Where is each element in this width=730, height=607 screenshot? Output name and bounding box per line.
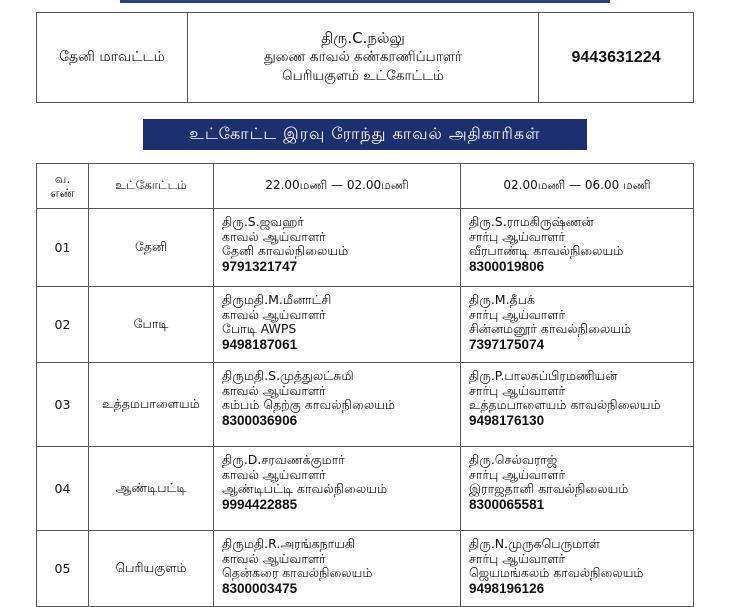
officer-rank: காவல் ஆய்வாளர்	[222, 306, 326, 322]
officer-name: திரு.N.முருகபெருமாள்	[469, 536, 601, 551]
officer-rank: சார்பு ஆய்வாளர்	[469, 228, 566, 244]
shift1-officer-cell	[214, 209, 461, 287]
officer-rank: சார்பு ஆய்வாளர்	[469, 382, 566, 398]
serial-cell: 02	[37, 287, 89, 363]
shift2-officer-cell	[461, 287, 694, 363]
header-subdivision: உட்கோட்டம்	[89, 164, 214, 209]
officer-name: திரு.S.ராமகிருஷ்ணன்	[469, 214, 594, 229]
officer-station: தேனி காவல்நிலையம்	[222, 243, 349, 258]
officer-phone: 9498176130	[469, 412, 545, 428]
table-row	[37, 531, 694, 607]
officer-phone: 8300065581	[469, 496, 545, 512]
officer-name: திரு.P.பாலசுப்பிரமணியன்	[469, 368, 618, 383]
officer-station: கம்பம் தெற்கு காவல்நிலையம்	[222, 397, 395, 412]
officer-rank: சார்பு ஆய்வாளர்	[469, 550, 566, 566]
subdivision-cell: பெரியகுளம்	[89, 531, 214, 607]
subdivision-cell: உத்தமபாளையம்	[89, 363, 214, 447]
officer-designation: துணை காவல் கண்காணிப்பாளர்	[263, 49, 463, 65]
shift2-officer-cell	[461, 209, 694, 287]
officer-phone: 9498187061	[222, 336, 298, 352]
officer-rank: காவல் ஆய்வாளர்	[222, 466, 326, 482]
header-shift1: 22.00மணி — 02.00மணி	[214, 164, 461, 209]
officer-name: திரு.C.நல்லு	[321, 29, 405, 47]
officer-station: உத்தமபாளையம் காவல்நிலையம்	[469, 397, 661, 412]
shift2-officer-cell	[461, 363, 694, 447]
header-serial-line1: வ.	[54, 171, 71, 186]
dsp-officer	[188, 13, 539, 103]
officer-rank: காவல் ஆய்வாளர்	[222, 228, 326, 244]
officer-station: போடி AWPS	[222, 321, 297, 336]
table-row	[37, 287, 694, 363]
header-box	[36, 12, 694, 103]
officer-station: வீரபாண்டி காவல்நிலையம்	[469, 243, 624, 258]
officer-rank: சார்பு ஆய்வாளர்	[469, 466, 566, 482]
officer-phone: 9498196126	[469, 580, 545, 596]
officer-phone: 9443631224	[539, 13, 694, 103]
header-shift2: 02.00மணி — 06.00 மணி	[461, 164, 694, 209]
officer-name: திருமதி.R.அரங்கநாயகி	[222, 536, 356, 551]
serial-cell: 01	[37, 209, 89, 287]
officer-name: திருமதி.S.முத்துலட்சுமி	[222, 368, 354, 383]
officer-rank: சார்பு ஆய்வாளர்	[469, 306, 566, 322]
header-serial	[37, 164, 89, 209]
subdivision-cell: தேனி	[89, 209, 214, 287]
serial-cell: 05	[37, 531, 89, 607]
officer-station: தென்கரை காவல்நிலையம்	[222, 565, 373, 580]
officer-subdivision: பெரியகுளம் உட்கோட்டம்	[282, 68, 444, 84]
shift1-officer-cell	[214, 531, 461, 607]
shift2-officer-cell	[461, 447, 694, 531]
subdivision-cell: ஆண்டிபட்டி	[89, 447, 214, 531]
officer-station: ஜெயமங்கலம் காவல்நிலையம்	[469, 565, 644, 580]
serial-cell: 03	[37, 363, 89, 447]
shift1-officer-cell	[214, 287, 461, 363]
serial-cell: 04	[37, 447, 89, 531]
officer-phone: 8300003475	[222, 580, 298, 596]
subdivision-cell: போடி	[89, 287, 214, 363]
officer-rank: காவல் ஆய்வாளர்	[222, 550, 326, 566]
table-header-row	[37, 164, 694, 209]
officer-phone: 8300036906	[222, 412, 298, 428]
officer-name: திரு.செல்வராஜ்	[469, 452, 558, 467]
officer-station: ஆண்டிபட்டி காவல்நிலையம்	[222, 481, 388, 496]
shift2-officer-cell	[461, 531, 694, 607]
officer-phone: 8300019806	[469, 258, 545, 274]
shift1-officer-cell	[214, 363, 461, 447]
officer-phone: 9791321747	[222, 258, 298, 274]
officer-station: சின்னமனூர் காவல்நிலையம்	[469, 321, 632, 336]
officer-phone: 7397175074	[469, 336, 545, 352]
officer-name: திரு.D.சரவணக்குமார்	[222, 452, 345, 467]
table-row	[37, 209, 694, 287]
officer-station: இராஜதானி காவல்நிலையம்	[469, 481, 629, 496]
district-name: தேனி மாவட்டம்	[37, 13, 188, 103]
officer-rank: காவல் ஆய்வாளர்	[222, 382, 326, 398]
officer-name: திரு.S.ஜவஹர்	[222, 214, 304, 229]
shift1-officer-cell	[214, 447, 461, 531]
section-banner: உட்கோட்ட இரவு ரோந்து காவல் அதிகாரிகள்	[143, 119, 587, 150]
top-rule	[120, 0, 610, 3]
patrol-officers-table	[36, 163, 694, 607]
table-row	[37, 363, 694, 447]
header-serial-line2: எண்	[50, 186, 75, 200]
officer-phone: 9994422885	[222, 496, 298, 512]
table-row	[37, 447, 694, 531]
officer-name: திருமதி.M.மீனாட்சி	[222, 292, 332, 307]
officer-name: திரு.M.தீபக்	[469, 292, 535, 307]
